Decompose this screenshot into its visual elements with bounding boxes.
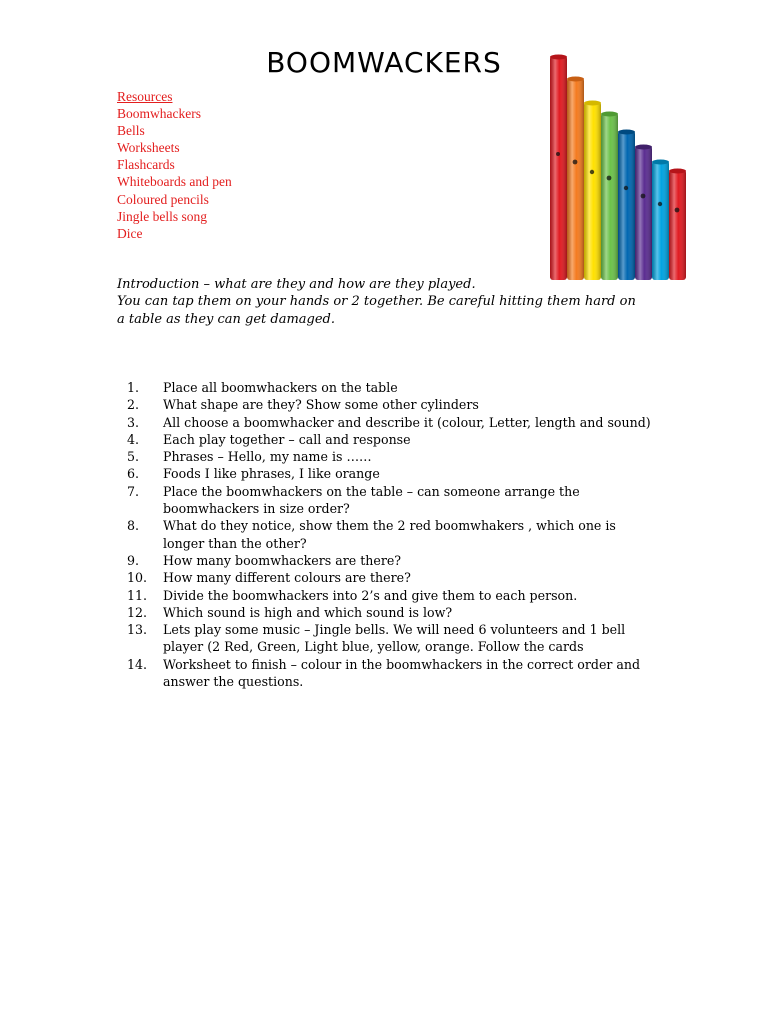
step-number: 5. [127,449,140,465]
resource-item: Boomwhackers [117,106,201,122]
list-item [117,621,657,656]
list-item [117,396,657,413]
resource-item: Dice [117,225,143,241]
step-number: 9. [127,552,140,568]
step-text: How many boomwhackers are there? [163,552,402,568]
step-number: 13. [127,622,148,638]
list-item [117,483,657,518]
tube-green [601,112,618,281]
intro-line: You can tap them on your hands or 2 together. Be careful hitting them hard on a table as they can get damaged. [117,294,636,327]
tube-purple [635,145,652,281]
step-text: Phrases – Hello, my name is …… [163,449,372,465]
resource-item: Worksheets [117,140,180,156]
step-number: 7. [127,483,140,499]
activity-steps-list [117,379,657,690]
step-number: 12. [127,604,148,620]
resource-item: Jingle bells song [117,208,207,224]
step-number: 2. [127,397,140,413]
resources-heading: Resources [117,89,173,104]
list-item [117,465,657,482]
step-text: What do they notice, show them the 2 red boomwhakers , which one is longer than the other? [163,518,616,551]
tube-blue [618,130,635,281]
list-item [117,448,657,465]
page-title: BOOMWACKERS [266,46,502,79]
list-item [117,414,657,431]
tube-yellow [584,101,601,281]
step-number: 8. [127,518,140,534]
list-item [117,552,657,569]
introduction [117,276,647,328]
step-text: How many different colours are there? [163,570,411,586]
resources-list [117,88,232,242]
step-number: 3. [127,414,140,430]
step-number: 4. [127,431,140,447]
list-item [117,569,657,586]
tube-light-blue [652,160,669,281]
resource-item: Bells [117,123,145,139]
resource-item: Flashcards [117,157,175,173]
step-number: 1. [127,380,140,395]
intro-line: Introduction – what are they and how are they played. [117,277,476,292]
boomwhackers-image [545,50,695,285]
tube-red-short [669,169,686,281]
step-number: 10. [127,570,148,586]
list-item [117,431,657,448]
step-text: What shape are they? Show some other cylinders [163,397,479,413]
list-item [117,379,657,396]
list-item [117,587,657,604]
resource-item: Whiteboards and pen [117,174,232,190]
step-text: Place all boomwhackers on the table [163,380,398,395]
list-item [117,604,657,621]
step-text: Lets play some music – Jingle bells. We will need 6 volunteers and 1 bell player (2 Red, Green, Light blue, yellow, orange. Follow the cards [163,622,626,655]
step-text: Worksheet to finish – colour in the boomwhackers in the correct order and answer the questions. [163,656,641,690]
resource-item: Coloured pencils [117,191,209,207]
list-item [117,656,657,691]
list-item [117,517,657,552]
tube-red-long [550,55,567,281]
tube-orange [567,77,584,281]
step-text: Each play together – call and response [163,431,411,447]
step-number: 6. [127,466,140,482]
step-text: Foods I like phrases, I like orange [163,466,380,482]
step-number: 14. [127,656,148,672]
step-number: 11. [127,587,148,603]
step-text: All choose a boomwhacker and describe it (colour, Letter, length and sound) [163,414,651,430]
step-text: Divide the boomwhackers into 2’s and give them to each person. [163,587,578,603]
step-text: Place the boomwhackers on the table – can someone arrange the boomwhackers in size order? [163,483,580,517]
step-text: Which sound is high and which sound is low? [163,604,453,620]
